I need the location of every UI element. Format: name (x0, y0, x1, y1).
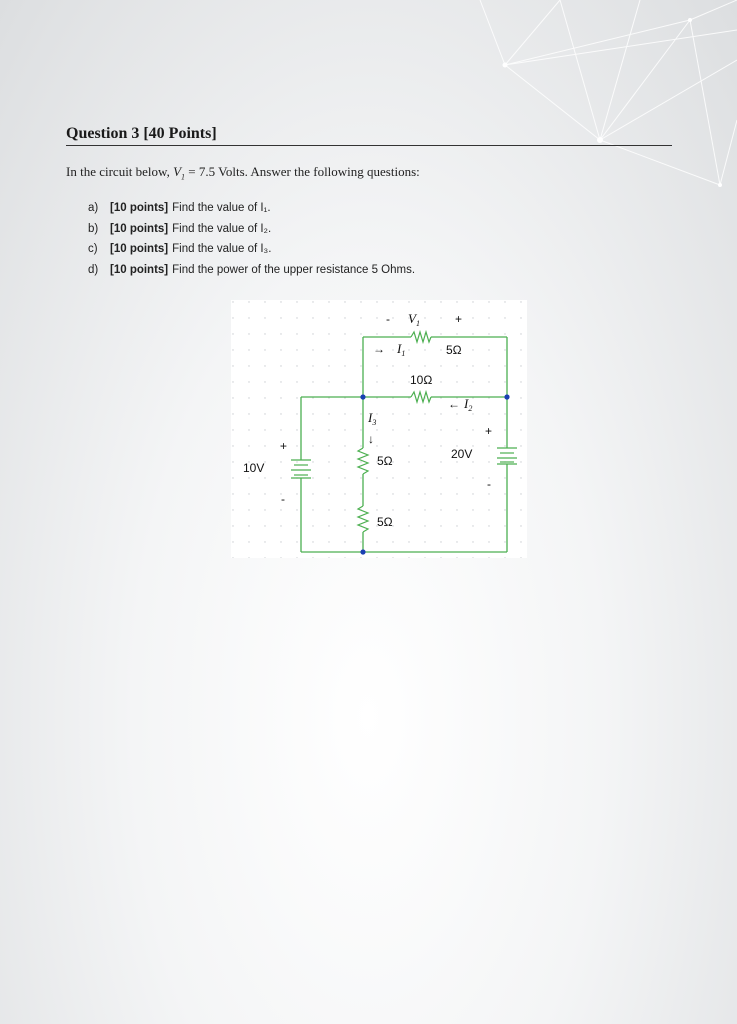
circuit-svg (231, 300, 527, 558)
resistor-left-lower-value: 5Ω (377, 515, 393, 529)
i2-label: $I_2$ (464, 396, 473, 413)
v1-label: $V_1$ (408, 311, 420, 328)
source-left-value: 10V (243, 461, 265, 475)
i1-arrow-icon: → (373, 342, 385, 356)
node-left-mid (360, 394, 365, 399)
source-left-minus: - (281, 492, 285, 506)
v1-plus-label: + (455, 312, 463, 326)
source-left-plus: + (280, 439, 288, 453)
i1-label: $I_1$ (397, 341, 406, 358)
circuit-diagram (231, 300, 527, 558)
resistor-left-upper-value: 5Ω (377, 454, 393, 468)
source-right-value: 20V (451, 447, 473, 461)
i3-label: $I_3$ (368, 410, 377, 427)
intro-variable: $V_1$ (173, 164, 186, 182)
resistor-top-value: 5Ω (446, 343, 462, 357)
v1-minus-label: - (386, 312, 390, 326)
intro-after: = 7.5 Volts. Answer the following questions: (188, 164, 420, 179)
node-right-mid (504, 394, 509, 399)
i2-arrow-icon: ← (448, 397, 460, 411)
question-list (88, 198, 415, 280)
node-bottom (360, 549, 365, 554)
source-right-plus: + (485, 424, 493, 438)
intro-before: In the circuit below, (66, 164, 170, 179)
source-right-minus: - (487, 477, 491, 491)
list-item: c) [10 points] Find the value of I₃. (88, 243, 272, 255)
intro-text (66, 164, 420, 182)
question-title: Question 3 [40 Points] (66, 125, 672, 146)
i3-arrow-icon: ↓ (368, 432, 374, 446)
list-item: d) [10 points] Find the power of the upper resistance 5 Ohms. (88, 263, 416, 276)
list-item: a) [10 points] Find the value of I₁. (88, 202, 271, 214)
list-item: b) [10 points] Find the value of I₂. (88, 222, 272, 235)
resistor-middle-value: 10Ω (410, 373, 433, 387)
